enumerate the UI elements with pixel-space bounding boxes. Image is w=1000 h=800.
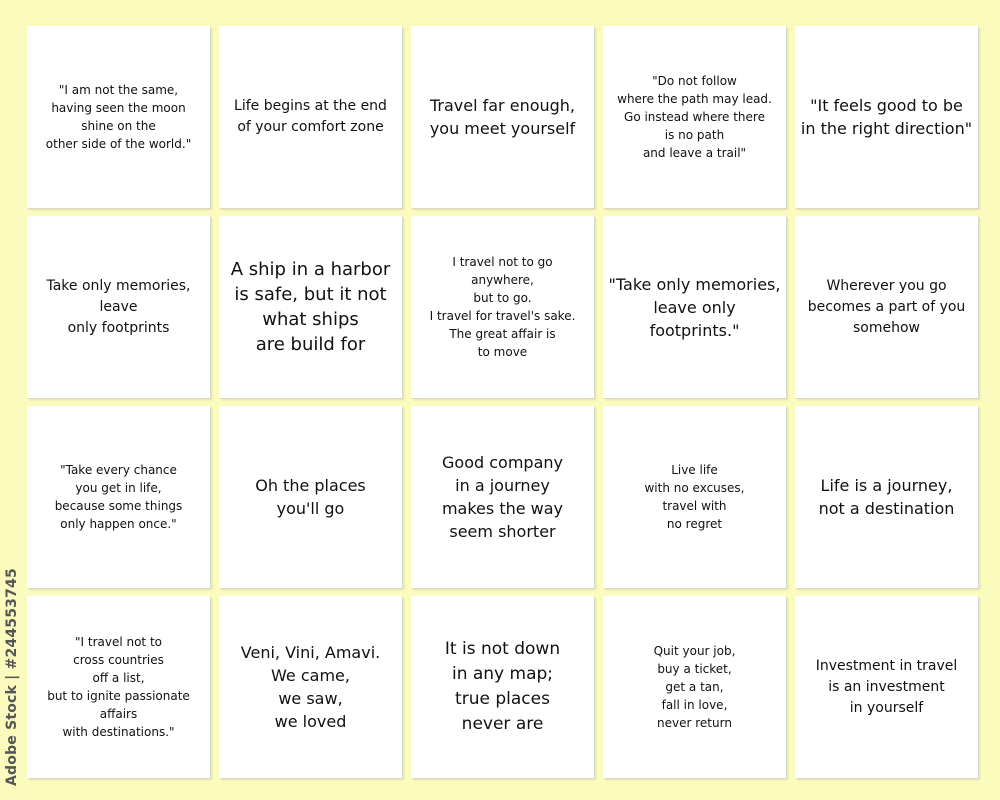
quote-text: "I travel not to cross countries off a list, but to ignite passionate affairs with destinations."	[47, 635, 190, 739]
quote-card	[219, 406, 402, 588]
quote-card	[27, 406, 210, 588]
quote-text: Oh the places you'll go	[255, 476, 366, 518]
quote-text: "Take every chance you get in life, because some things only happen once."	[54, 463, 183, 531]
quote-text: "Do not follow where the path may lead. Go instead where there is no path and leave a trail"	[617, 74, 772, 160]
quote-text: "It feels good to be in the right direction"	[800, 96, 973, 138]
quote-text: It is not down in any map; true places never are	[444, 639, 561, 734]
quote-card-grid	[27, 26, 981, 778]
quote-card	[219, 216, 402, 398]
quote-card	[411, 406, 594, 588]
quote-text: I travel not to go anywhere, but to go. I travel for travel's sake. The great affair is to move	[429, 255, 576, 359]
quote-card	[219, 596, 402, 778]
quote-text: Travel far enough, you meet yourself	[429, 96, 576, 138]
quote-card	[411, 216, 594, 398]
quote-text: Good company in a journey makes the way seem shorter	[441, 453, 564, 541]
quote-text: Life begins at the end of your comfort zone	[234, 98, 387, 135]
quote-text: "Take only memories, leave only footprints."	[608, 274, 781, 340]
quote-card	[27, 596, 210, 778]
quote-text: Veni, Vini, Amavi. We came, we saw, we loved	[240, 643, 381, 731]
quote-card	[603, 406, 786, 588]
quote-text: A ship in a harbor is safe, but it not what ships are build for	[230, 259, 391, 355]
quote-card	[795, 26, 978, 208]
quote-card	[603, 596, 786, 778]
quote-card	[603, 26, 786, 208]
quote-card	[603, 216, 786, 398]
stock-credit-label: Adobe Stock | #244553745	[4, 568, 20, 786]
quote-text: Quit your job, buy a ticket, get a tan, fall in love, never return	[653, 644, 736, 730]
quote-text: "I am not the same, having seen the moon shine on the other side of the world."	[45, 83, 192, 151]
quote-card	[27, 26, 210, 208]
quote-text: Life is a journey, not a destination	[818, 476, 955, 518]
quote-text: Wherever you go becomes a part of you somehow	[807, 277, 966, 336]
quote-card	[411, 596, 594, 778]
quote-card	[27, 216, 210, 398]
quote-text: Investment in travel is an investment in yourself	[815, 657, 958, 716]
quote-card	[795, 406, 978, 588]
quote-card	[411, 26, 594, 208]
quote-text: Live life with no excuses, travel with no regret	[644, 463, 745, 531]
quote-card	[219, 26, 402, 208]
quote-card	[795, 596, 978, 778]
quote-card	[795, 216, 978, 398]
quote-text: Take only memories, leave only footprints	[46, 277, 191, 336]
